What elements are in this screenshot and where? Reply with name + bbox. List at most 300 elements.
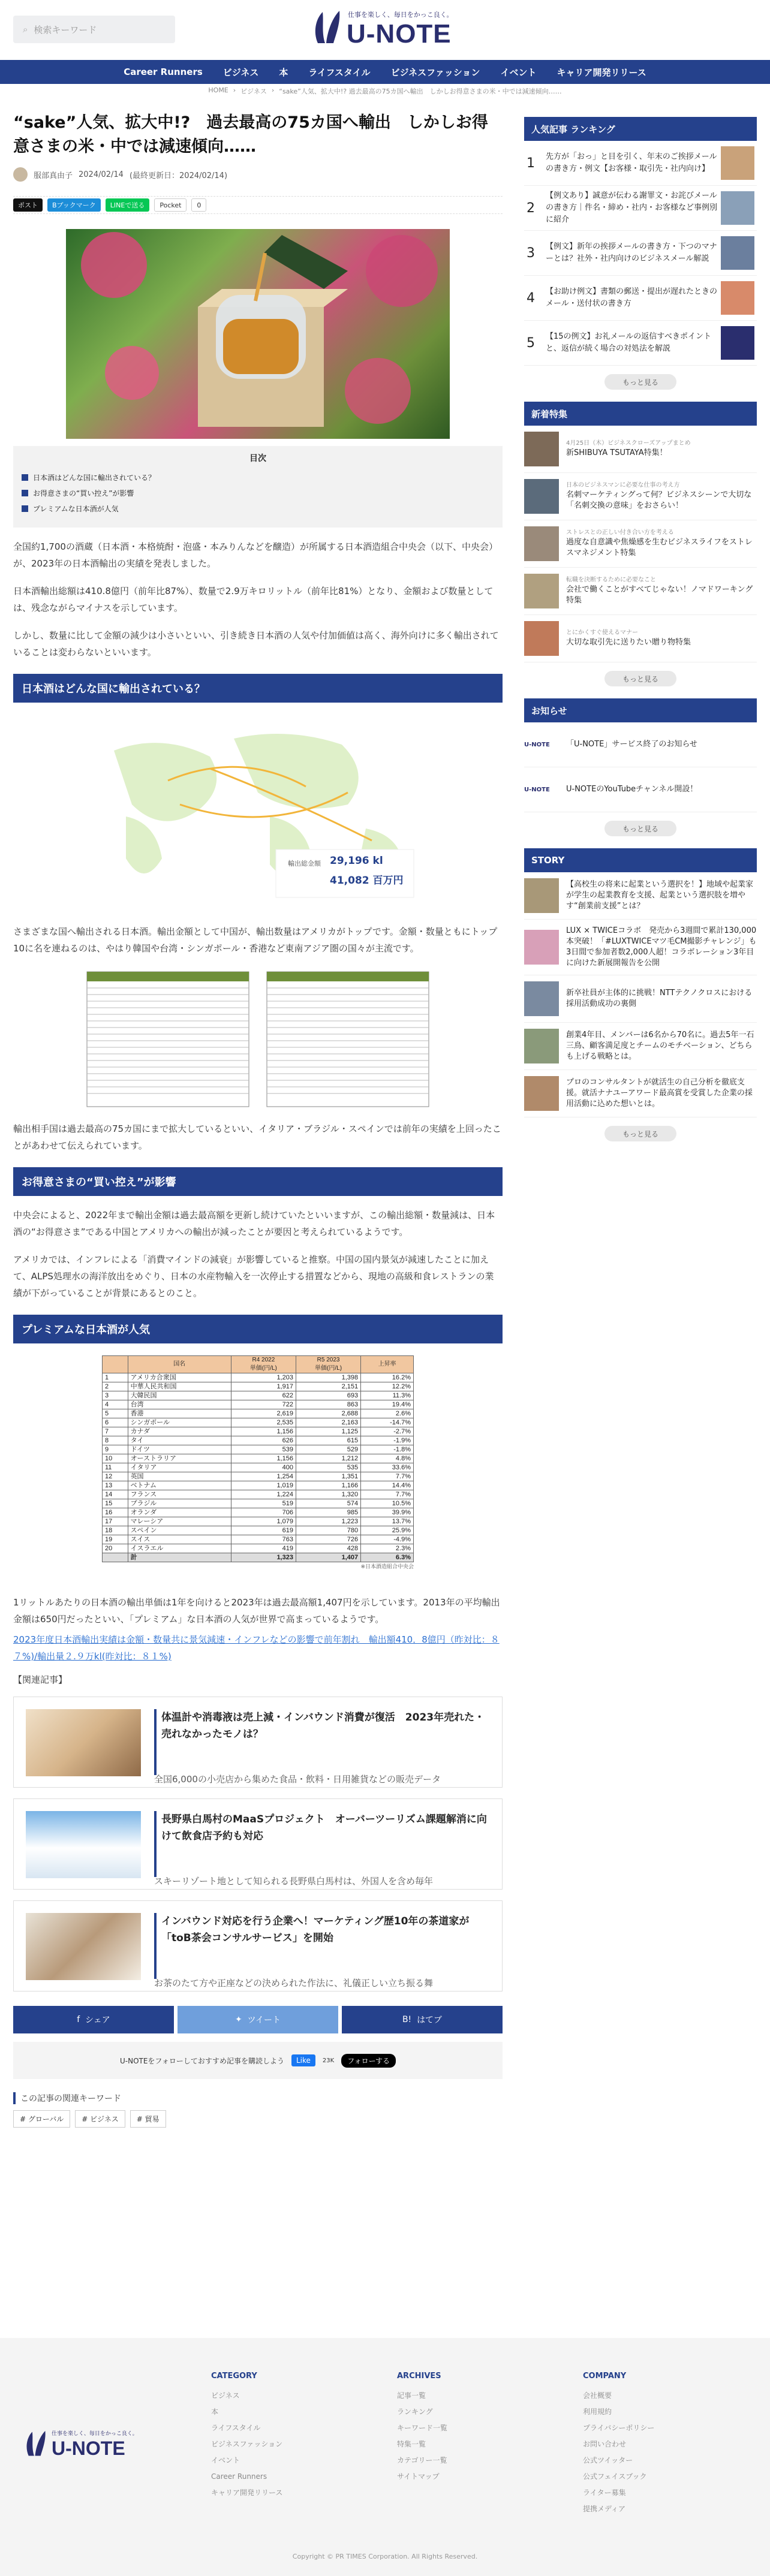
story-item[interactable]: プロのコンサルタントが就活生の自己分析を徹底支援。就活ナナユーアワード最高賞を受賞した企業の採用活動に込めた想いとは。 xyxy=(524,1070,757,1117)
table-row xyxy=(103,1409,414,1418)
footer-link[interactable]: カテゴリー一覧 xyxy=(397,2456,447,2464)
notice-item[interactable]: U-NOTE 「U-NOTE」サービス終了のお知らせ xyxy=(524,722,757,767)
table-cell: 529 xyxy=(296,1445,360,1454)
rank-thumbnail xyxy=(721,326,754,360)
table-cell: 1,125 xyxy=(296,1427,360,1436)
table-cell: 535 xyxy=(296,1463,360,1472)
footer-link[interactable]: ライフスタイル xyxy=(211,2424,261,2432)
table-row xyxy=(103,1535,414,1544)
story-thumbnail xyxy=(524,981,559,1016)
table-cell: -1.9% xyxy=(361,1436,414,1445)
page-title: “sake”人気、拡大中!? 過去最高の75カ国へ輸出 しかしお得意さまの米・中では減速傾向…… xyxy=(13,113,488,156)
related-thumbnail xyxy=(26,1811,141,1878)
special-item[interactable]: ストレスとの正しい付き合い方を考える 過度な自意識や焦燥感を生むビジネスライフをストレスマネジメント特集 xyxy=(524,520,757,568)
table-cell: 1,398 xyxy=(296,1373,360,1382)
rank-thumbnail xyxy=(721,281,754,315)
body-paragraph: 全国約1,700の酒蔵（日本酒・本格焼酎・泡盛・本みりんなどを醸造）が所属する日本酒造組合中央会（以下、中央会）が、2023年の日本酒輸出の実績を発表しました。 xyxy=(13,541,498,569)
table-cell: -1.8% xyxy=(361,1445,414,1454)
table-row xyxy=(103,1400,414,1409)
notice-more-button[interactable]: もっと見る xyxy=(604,821,676,836)
table-row xyxy=(103,1436,414,1445)
logo-tagline: 仕事を楽しく、毎日をかっこ良く。 xyxy=(348,11,453,19)
table-row xyxy=(103,1356,414,1373)
like-count: 23K xyxy=(322,2057,335,2064)
rank-thumbnail xyxy=(721,236,754,270)
ranking-item[interactable] xyxy=(524,141,757,186)
keyword-list xyxy=(13,2110,503,2128)
table-cell: 7.7% xyxy=(361,1490,414,1499)
story-list xyxy=(524,872,757,1117)
section-heading: お得意さまの“買い控え”が影響 xyxy=(13,1167,503,1196)
special-thumbnail xyxy=(524,621,559,656)
body-paragraph: 日本酒輸出総額は410.8億円（前年比87%）、数量で2.9万キロリットル（前年比81%）となり、金額および数量としては、残念ながらマイナスを示しています。 xyxy=(13,586,494,613)
body-paragraph: しかし、数量に比して金額の減少は小さいといい、引き続き日本酒の人気や付加価値は高く、海外向けに多く輸出されていることは変わらないといいます。 xyxy=(13,630,499,658)
table-cell: 693 xyxy=(296,1391,360,1400)
table-cell: タイ xyxy=(128,1436,231,1445)
rank-number: 3 xyxy=(527,245,535,261)
table-cell: 6 xyxy=(103,1418,128,1427)
table-cell: 619 xyxy=(231,1526,296,1535)
table-cell: 10.5% xyxy=(361,1499,414,1508)
nav-item-fashion[interactable]: ビジネスファッション xyxy=(390,67,480,78)
table-cell: 11 xyxy=(103,1463,128,1472)
footer-link[interactable]: ビジネス xyxy=(211,2391,240,2400)
table-cell: 985 xyxy=(296,1508,360,1517)
ranking-more-button[interactable]: もっと見る xyxy=(604,374,676,390)
table-source: ※日本酒造組合中央会 xyxy=(360,1564,414,1570)
rank-number: 2 xyxy=(527,200,535,216)
nav-item-lifestyle[interactable]: ライフスタイル xyxy=(308,67,371,78)
table-cell: 台湾 xyxy=(128,1400,231,1409)
table-cell: 13.7% xyxy=(361,1517,414,1526)
table-cell: スイス xyxy=(128,1535,231,1544)
table-cell: 2,619 xyxy=(231,1409,296,1418)
nav-item-book[interactable]: 本 xyxy=(279,67,288,78)
footer-link[interactable]: 提携メディア xyxy=(583,2505,626,2513)
ranking-list xyxy=(524,141,757,366)
table-cell: スペイン xyxy=(128,1526,231,1535)
x-follow-button[interactable]: フォローする xyxy=(341,2054,396,2068)
table-cell: 3 xyxy=(103,1391,128,1400)
table-cell: 20 xyxy=(103,1544,128,1553)
related-title: 長野県白馬村のMaaSプロジェクト オーバーツーリズム課題解消に向けて飲食店予約も対応 xyxy=(161,1813,487,1842)
footer-link[interactable]: 本 xyxy=(211,2408,219,2416)
body-paragraph: さまざまな国へ輸出される日本酒。輸出金額として中国が、輸出数量はアメリカがトップです。金額・数量ともにトップ10に名を連ねるのは、やはり韓国や台湾・シンガポール・香港など東南アジア圏の国々が主流です。 xyxy=(13,926,498,954)
table-cell: 18 xyxy=(103,1526,128,1535)
sake-masu-illustration xyxy=(66,229,450,439)
table-cell: 706 xyxy=(231,1508,296,1517)
table-cell: 626 xyxy=(231,1436,296,1445)
footer-link[interactable]: サイトマップ xyxy=(397,2472,440,2481)
premium-price-table xyxy=(102,1355,414,1562)
footer-link[interactable]: 利用規約 xyxy=(583,2408,612,2416)
table-cell: 1,019 xyxy=(231,1481,296,1490)
footer-link[interactable]: Career Runners xyxy=(211,2472,267,2481)
body-paragraph: 輸出相手国は過去最高の75カ国にまで拡大しているといい、イタリア・ブラジル・スペインでは前年の実績を上回ったことがあわせて伝えられています。 xyxy=(13,1123,501,1151)
keywords-heading: この記事の関連キーワード xyxy=(13,2092,503,2104)
table-cell: 12.2% xyxy=(361,1382,414,1391)
keyword-tag[interactable]: # ビジネス xyxy=(75,2110,125,2128)
table-cell: 428 xyxy=(296,1544,360,1553)
table-row xyxy=(103,1472,414,1481)
table-cell: 香港 xyxy=(128,1409,231,1418)
nav-item-business[interactable]: ビジネス xyxy=(222,67,259,78)
table-cell: カナダ xyxy=(128,1427,231,1436)
special-thumbnail xyxy=(524,432,559,466)
toc-bullet-icon xyxy=(22,474,28,481)
footer-company: COMPANY 会社概要 利用規約 プライバシーポリシー お問い合わせ 公式ツイッター 公式フェイスブック ライター募集 提携メディア xyxy=(583,2372,654,2517)
table-cell: 4.8% xyxy=(361,1454,414,1463)
table-cell: 2.6% xyxy=(361,1409,414,1418)
rank-title: 【例文あり】誠意が伝わる謝罪文・お詫びメールの書き方｜件名・締め・社内・お客様など事例別に紹介 xyxy=(546,191,718,224)
table-cell: 1,224 xyxy=(231,1490,296,1499)
rank-title: 【15の例文】お礼メールの返信すべきポイントと、返信が続く場合の対処法を解説 xyxy=(546,332,712,353)
map-total-label: 輸出総金額 xyxy=(288,860,321,867)
table-cell: 519 xyxy=(231,1499,296,1508)
table-row xyxy=(103,1382,414,1391)
table-cell: 33.6% xyxy=(361,1463,414,1472)
avatar xyxy=(13,167,28,182)
pocket-count: 0 xyxy=(191,198,206,212)
footer-link[interactable]: 特集一覧 xyxy=(397,2440,426,2448)
footer-link[interactable]: お問い合わせ xyxy=(583,2440,627,2448)
table-cell: 13 xyxy=(103,1481,128,1490)
table-cell: 1 xyxy=(103,1373,128,1382)
facebook-like-button[interactable]: Like xyxy=(291,2054,315,2066)
table-cell: アメリカ合衆国 xyxy=(128,1373,231,1382)
copyright: Copyright © PR TIMES Corporation. All Rights Reserved. xyxy=(292,2553,478,2560)
table-row xyxy=(103,1553,414,1562)
related-thumbnail xyxy=(26,1709,141,1776)
table-cell: 2,688 xyxy=(296,1409,360,1418)
table-cell: ドイツ xyxy=(128,1445,231,1454)
table-cell: フランス xyxy=(128,1490,231,1499)
story-item[interactable]: 新卒社員が主体的に挑戦！NTTテクノクロスにおける採用活動成功の裏側 xyxy=(524,975,757,1023)
table-cell: -14.7% xyxy=(361,1418,414,1427)
ranking-item[interactable] xyxy=(524,321,757,366)
toc-bullet-icon xyxy=(22,490,28,496)
rank-thumbnail xyxy=(721,146,754,180)
table-cell: 12 xyxy=(103,1472,128,1481)
footer-category: CATEGORY ビジネス 本 ライフスタイル ビジネスファッション イベント Career Runners キャリア開発リリース xyxy=(211,2372,282,2501)
toc-title: 目次 xyxy=(249,454,266,463)
breadcrumb: HOME › ビジネス › “sake”人気、拡大中!? 過去最高の75カ国へ輸出 しかしお得意さまの米・中では減速傾向…… xyxy=(0,86,770,100)
related-article-card[interactable] xyxy=(13,1697,503,1788)
table-cell: オランダ xyxy=(128,1508,231,1517)
table-cell: 4 xyxy=(103,1400,128,1409)
rank-title: 【お助け例文】書類の郵送・提出が遅れたときのメール・送付状の書き方 xyxy=(546,287,718,308)
related-title: インバウンド対応を行う企業へ！マーケティング歴10年の茶道家が「toB茶会コンサルサービス」を開始 xyxy=(161,1915,470,1944)
nav-item-career-runners[interactable]: Career Runners xyxy=(124,67,203,77)
table-row xyxy=(103,1526,414,1535)
rank-number: 1 xyxy=(527,155,535,171)
table-cell: 419 xyxy=(231,1544,296,1553)
table-cell: R5 2023 単価(円/L) xyxy=(296,1356,360,1373)
table-cell: 1,156 xyxy=(231,1454,296,1463)
publish-date: 2024/02/14 xyxy=(79,170,124,179)
story-thumbnail xyxy=(524,1029,559,1063)
section-heading: 日本酒はどんな国に輸出されている？ xyxy=(13,674,503,703)
rank-number: 5 xyxy=(527,335,535,351)
x-post-button[interactable]: ポスト xyxy=(13,198,43,212)
pocket-button[interactable]: Pocket xyxy=(154,198,187,212)
footer-logo[interactable]: 仕事を楽しく、毎日をかっこ良く。 U-NOTE xyxy=(24,2428,144,2470)
table-cell: 7.7% xyxy=(361,1472,414,1481)
special-item[interactable]: 転職を決断するために必要なこと 会社で働くことがすべてじゃない！ノマドワーキング特集 xyxy=(524,568,757,615)
footer-link[interactable]: ランキング xyxy=(397,2408,433,2416)
hatebu-button[interactable]: B! はてブ xyxy=(342,2006,503,2033)
facebook-share-button[interactable]: f シェア xyxy=(13,2006,174,2033)
footer-link[interactable]: 公式フェイスブック xyxy=(583,2472,647,2481)
table-row xyxy=(103,1499,414,1508)
related-desc: スキーリゾート地として知られる長野県白馬村は、外国人を含め毎年 xyxy=(154,1876,434,1887)
table-row xyxy=(103,1544,414,1553)
footer-link[interactable]: キャリア開発リリース xyxy=(211,2488,283,2497)
related-label: 【関連記事】 xyxy=(13,1674,68,1685)
table-cell: 615 xyxy=(296,1436,360,1445)
hero-image xyxy=(66,229,450,439)
table-row xyxy=(103,1418,414,1427)
related-article-card[interactable] xyxy=(13,1798,503,1890)
related-desc: お茶のたて方や正座などの決められた作法に、礼儀正しい立ち振る舞 xyxy=(154,1978,434,1989)
author-name[interactable]: 服部真由子 xyxy=(34,171,73,180)
table-cell: 5 xyxy=(103,1409,128,1418)
table-cell: 8 xyxy=(103,1436,128,1445)
breadcrumb-current: “sake”人気、拡大中!? 過去最高の75カ国へ輸出 しかしお得意さまの米・中では減速傾向…… xyxy=(279,88,562,95)
table-cell: 763 xyxy=(231,1535,296,1544)
table-cell: 英国 xyxy=(128,1472,231,1481)
toc-item[interactable]: お得意さまの“買い控え”が影響 xyxy=(22,488,494,498)
story-item[interactable]: 【高校生の将来に起業という選択を！】地域や起業家が学生の起業教育を支援、起業という選択肢を増やす“創業前支援”とは？ xyxy=(524,872,757,920)
ranking-item[interactable] xyxy=(524,276,757,321)
table-cell: 25.9% xyxy=(361,1526,414,1535)
table-cell: ベトナム xyxy=(128,1481,231,1490)
story-more-button[interactable]: もっと見る xyxy=(604,1126,676,1141)
notice-logo: U-NOTE xyxy=(524,741,550,748)
follow-text: U-NOTEをフォローしておすすめ記事を購読しよう xyxy=(119,2056,284,2065)
table-cell: 16.2% xyxy=(361,1373,414,1382)
rank-title: 先方が「おっ」と目を引く、年末のご挨拶メールの書き方・例文【お客様・取引先・社内向け】 xyxy=(546,152,717,173)
table-cell: 14 xyxy=(103,1490,128,1499)
special-heading: 新着特集 xyxy=(524,402,757,426)
story-thumbnail xyxy=(524,878,559,913)
table-cell: 39.9% xyxy=(361,1508,414,1517)
table-cell: 2 xyxy=(103,1382,128,1391)
site-header xyxy=(0,0,770,60)
export-ranking-tables-figure xyxy=(81,969,435,1110)
story-thumbnail xyxy=(524,930,559,965)
search-icon: ⌕ xyxy=(23,24,28,35)
table-cell: 1,254 xyxy=(231,1472,296,1481)
notice-heading: お知らせ xyxy=(524,698,757,722)
related-article-card[interactable] xyxy=(13,1900,503,1991)
table-cell: 国名 xyxy=(128,1356,231,1373)
table-cell: 863 xyxy=(296,1400,360,1409)
facebook-icon: f xyxy=(77,2015,86,2024)
follow-box xyxy=(13,2042,503,2079)
toc-bullet-icon xyxy=(22,505,28,512)
related-desc: 全国6,000の小売店から集めた食品・飲料・日用雑貨などの販売データ xyxy=(154,1774,441,1785)
table-row xyxy=(103,1373,414,1382)
global-nav xyxy=(0,60,770,84)
logo-text: U-NOTE xyxy=(347,19,452,49)
table-cell: 上昇率 xyxy=(361,1356,414,1373)
hatena-icon: B! xyxy=(402,2015,417,2024)
special-item[interactable]: 日本のビジネスマンに必要な仕事の考え方 名刺マーケティングって何？ビジネスシーンで大切な「名刺交換の意味」をおさらい！ xyxy=(524,473,757,520)
table-cell: 7 xyxy=(103,1427,128,1436)
share-bar-top xyxy=(13,196,503,214)
table-cell: 10 xyxy=(103,1454,128,1463)
table-cell: シンガポール xyxy=(128,1418,231,1427)
nav-item-career-release[interactable]: キャリア開発リリース xyxy=(557,67,646,78)
table-cell: イタリア xyxy=(128,1463,231,1472)
ranking-item[interactable] xyxy=(524,231,757,276)
table-cell: -4.9% xyxy=(361,1535,414,1544)
table-cell: 1,323 xyxy=(231,1553,296,1562)
footer-link[interactable]: 会社概要 xyxy=(583,2391,612,2400)
ranking-item[interactable] xyxy=(524,186,757,231)
table-row xyxy=(103,1481,414,1490)
table-cell: 19.4% xyxy=(361,1400,414,1409)
keyword-tag[interactable]: # 貿易 xyxy=(130,2110,166,2128)
table-cell xyxy=(103,1553,128,1562)
logo-rabbit-icon xyxy=(24,2428,48,2458)
table-row xyxy=(103,1391,414,1400)
footer-link[interactable]: 公式ツイッター xyxy=(583,2456,633,2464)
table-cell: マレーシア xyxy=(128,1517,231,1526)
table-cell: 1,407 xyxy=(296,1553,360,1562)
footer-link[interactable]: 記事一覧 xyxy=(397,2391,426,2400)
map-total-value: 41,082 百万円 xyxy=(330,875,404,887)
footer-link[interactable]: ビジネスファッション xyxy=(211,2440,283,2448)
table-cell: 622 xyxy=(231,1391,296,1400)
table-row xyxy=(103,1454,414,1463)
share-bar-bottom xyxy=(13,2006,503,2033)
table-cell: 1,079 xyxy=(231,1517,296,1526)
bird-icon: ✦ xyxy=(235,2015,248,2024)
nav-item-event[interactable]: イベント xyxy=(500,67,537,78)
special-item[interactable]: とにかくすぐ使えるマナー 大切な取引先に送りたい贈り物特集 xyxy=(524,615,757,662)
source-link[interactable]: 2023年度日本酒輸出実績は金額・数量共に景気減速・インフレなどの影響で前年割れ 輸出額410．8億円（昨対比：８７%)/輸出量２.９万kl(昨対比：８１%) xyxy=(13,1634,500,1662)
table-cell: 1,156 xyxy=(231,1427,296,1436)
table-cell: 17 xyxy=(103,1517,128,1526)
footer-link[interactable]: キーワード一覧 xyxy=(397,2424,448,2432)
story-thumbnail xyxy=(524,1076,559,1111)
table-cell: 2,535 xyxy=(231,1418,296,1427)
export-world-map-figure xyxy=(90,715,426,912)
rank-thumbnail xyxy=(721,191,754,225)
table-cell: 計 xyxy=(128,1553,231,1562)
breadcrumb-category[interactable]: ビジネス xyxy=(240,88,267,95)
table-cell: 大韓民国 xyxy=(128,1391,231,1400)
special-thumbnail xyxy=(524,479,559,514)
special-thumbnail xyxy=(524,526,559,561)
table-cell xyxy=(103,1356,128,1373)
toc-item[interactable]: 日本酒はどんな国に輸出されている？ xyxy=(22,472,494,483)
ranking-heading: 人気記事 ランキング xyxy=(524,117,757,141)
table-cell: 1,203 xyxy=(231,1373,296,1382)
table-cell: 16 xyxy=(103,1508,128,1517)
footer-link[interactable]: ライター募集 xyxy=(583,2488,626,2497)
map-total-volume: 29,196 kl xyxy=(330,855,383,867)
export-ranking-tables-graphic xyxy=(81,969,435,1110)
special-more-button[interactable]: もっと見る xyxy=(604,671,676,686)
special-item[interactable]: 4月25日（木）ビジネスクローズアップまとめ 新SHIBUYA TSUTAYA特集！ xyxy=(524,426,757,473)
special-thumbnail xyxy=(524,574,559,608)
table-cell: 2,163 xyxy=(296,1418,360,1427)
table-row xyxy=(103,1508,414,1517)
table-cell: 19 xyxy=(103,1535,128,1544)
table-cell: 1,166 xyxy=(296,1481,360,1490)
table-cell: 574 xyxy=(296,1499,360,1508)
table-cell: オーストラリア xyxy=(128,1454,231,1463)
table-cell: イスラエル xyxy=(128,1544,231,1553)
sidebar xyxy=(524,117,757,1141)
table-cell: 780 xyxy=(296,1526,360,1535)
table-cell: 722 xyxy=(231,1400,296,1409)
table-cell: 1,917 xyxy=(231,1382,296,1391)
table-cell: 2,151 xyxy=(296,1382,360,1391)
table-cell: 1,320 xyxy=(296,1490,360,1499)
search-box[interactable] xyxy=(13,16,175,43)
rank-number: 4 xyxy=(527,290,535,306)
table-cell: 539 xyxy=(231,1445,296,1454)
table-row xyxy=(103,1517,414,1526)
search-input[interactable]: 検索キーワード xyxy=(34,24,97,35)
footer-link[interactable]: プライバシーポリシー xyxy=(583,2424,655,2432)
story-heading: STORY xyxy=(524,848,757,872)
table-cell: 中華人民共和国 xyxy=(128,1382,231,1391)
site-logo[interactable] xyxy=(312,8,458,50)
logo-rabbit-icon xyxy=(312,8,343,44)
related-title: 体温計や消毒液は売上減・インバウンド消費が復活 2023年売れた・売れなかったモノは？ xyxy=(161,1712,485,1740)
table-cell: 726 xyxy=(296,1535,360,1544)
story-item[interactable]: LUX × TWICEコラボ 発売から3週間で累計130,000本突破！「#LUXTWICEマツ毛CM撮影チャレンジ」も3日間で参加者数2,000人超！コラボレーション3年目に向けた新展開報告を公開 xyxy=(524,920,757,975)
table-row xyxy=(103,1490,414,1499)
rank-title: 【例文】新年の挨拶メールの書き方・下つのマナーとは？社外・社内向けのビジネスメール解説 xyxy=(546,242,717,263)
updated-date: (最終更新日：2024/02/14) xyxy=(129,171,228,180)
tweet-button[interactable]: ✦ ツイート xyxy=(178,2006,338,2033)
body-paragraph: アメリカでは、インフレによる「消費マインドの減衰」が影響していると推察。中国の国内景気が減速したことに加えて、ALPS処理水の海洋放出をめぐり、日本の水産物輸入を一次停止する措置などから、現地の高級和食レストランの業績が下がっていることが背景にあるとのこと。 xyxy=(13,1254,494,1298)
table-of-contents xyxy=(13,446,503,528)
table-cell: -2.7% xyxy=(361,1427,414,1436)
article xyxy=(13,111,503,2128)
premium-price-table-figure xyxy=(102,1355,414,1583)
article-meta xyxy=(13,167,503,182)
breadcrumb-home[interactable]: HOME xyxy=(208,86,228,94)
footer-archives: ARCHIVES 記事一覧 ランキング キーワード一覧 特集一覧 カテゴリー一覧 サイトマップ xyxy=(397,2372,447,2485)
table-cell: ブラジル xyxy=(128,1499,231,1508)
table-row xyxy=(103,1463,414,1472)
related-thumbnail xyxy=(26,1913,141,1980)
table-row xyxy=(103,1427,414,1436)
table-cell: 14.4% xyxy=(361,1481,414,1490)
line-share-button[interactable]: LINEで送る xyxy=(106,198,150,212)
keyword-tag[interactable]: # グローバル xyxy=(13,2110,70,2128)
table-cell: 400 xyxy=(231,1463,296,1472)
table-cell: 1,223 xyxy=(296,1517,360,1526)
hatena-bookmark-button[interactable]: Bブックマーク xyxy=(47,198,101,212)
special-list xyxy=(524,426,757,662)
footer-link[interactable]: イベント xyxy=(211,2456,240,2464)
story-item[interactable]: 創業4年目、メンバーは6名から70名に。過去5年一石三鳥、顧客満足度とチームのモチベーション、どちらも上げる戦略とは。 xyxy=(524,1023,757,1070)
body-paragraph: 中央会によると、2022年まで輸出金額は過去最高額を更新し続けていたといいますが、この輸出総額・数量減は、日本酒の“お得意さま”である中国とアメリカへの輸出が減ったことが要因と考えられているようです。 xyxy=(13,1210,495,1237)
table-cell: R4 2022 単価(円/L) xyxy=(231,1356,296,1373)
table-cell: 9 xyxy=(103,1445,128,1454)
table-cell: 1,351 xyxy=(296,1472,360,1481)
toc-item[interactable]: プレミアムな日本酒が人気 xyxy=(22,504,494,514)
notice-item[interactable]: U-NOTE U-NOTEのYouTubeチャンネル開設！ xyxy=(524,767,757,812)
